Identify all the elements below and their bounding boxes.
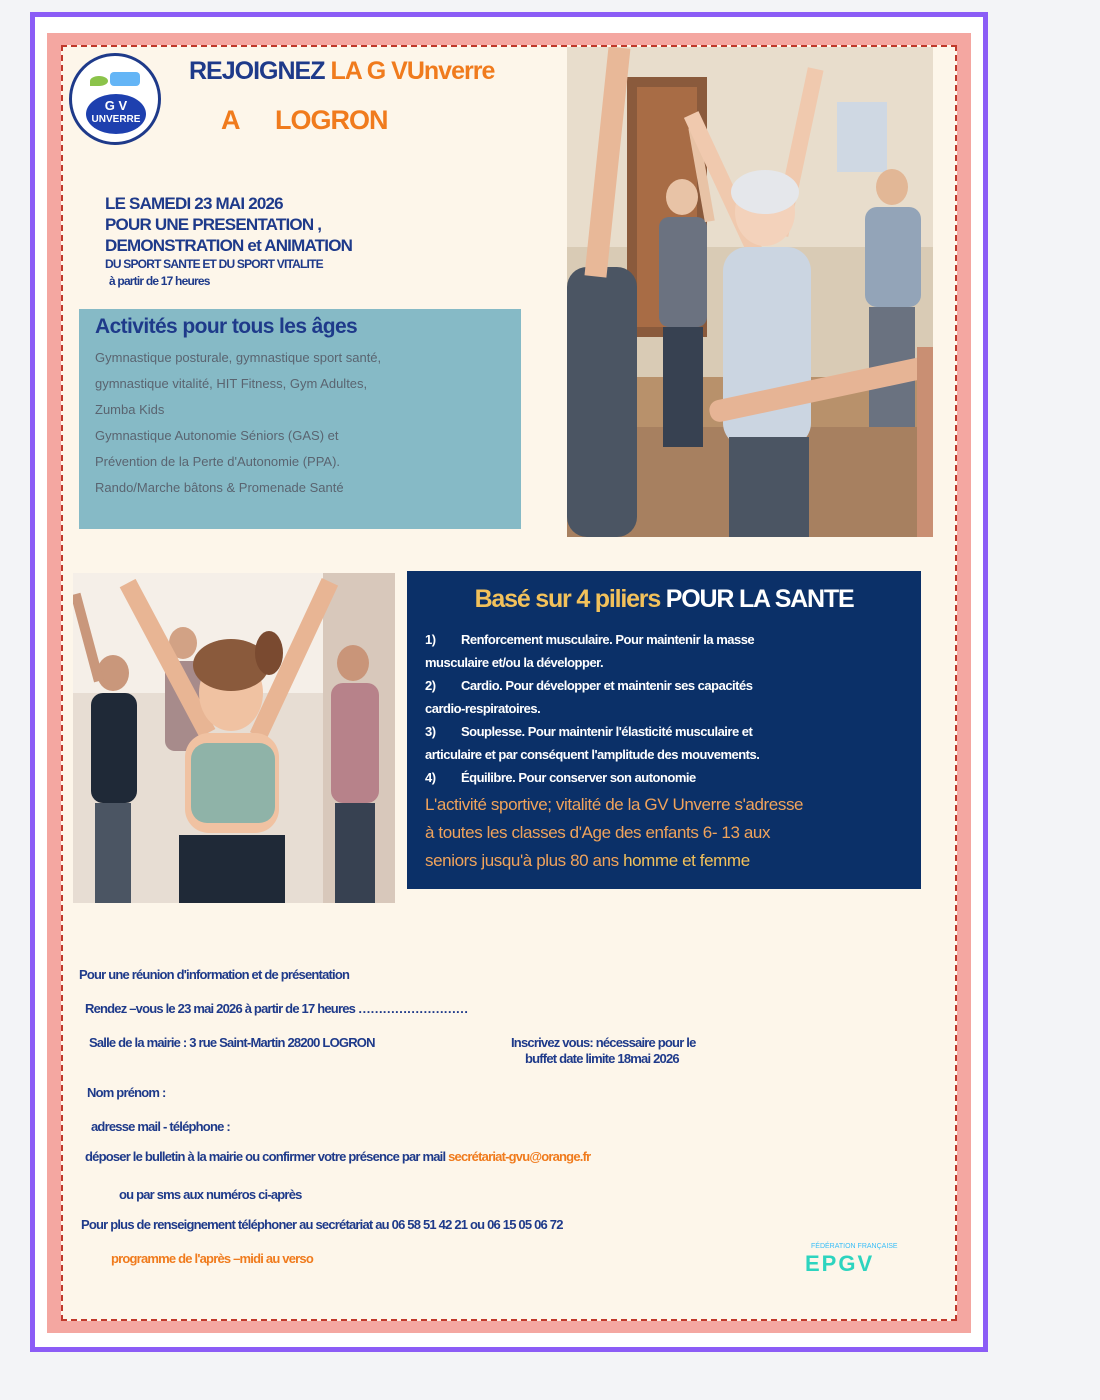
- activities-line: Zumba Kids: [95, 402, 165, 417]
- poster-outer-frame: [30, 12, 988, 1352]
- event-purpose-2: DEMONSTRATION et ANIMATION: [105, 236, 353, 255]
- event-date: LE SAMEDI 23 MAI 2026: [105, 194, 283, 213]
- activities-line: Rando/Marche bâtons & Promenade Santé: [95, 480, 344, 495]
- event-time: à partir de 17 heures: [109, 274, 210, 288]
- pillar-text-cont: articulaire et par conséquent l'amplitude des mouvements.: [425, 747, 760, 762]
- pillars-title-part1: Basé sur 4 piliers: [474, 585, 661, 613]
- pillars-title-part2: POUR LA SANTE: [665, 585, 854, 613]
- health-pillars-box: [407, 571, 921, 889]
- pillar-text: Équilibre. Pour conserver son autonomie: [461, 770, 696, 785]
- epgv-logo: [805, 1243, 901, 1279]
- logo-leaf-icon: [84, 68, 146, 92]
- activities-line: Prévention de la Perte d'Autonomie (PPA).: [95, 454, 341, 469]
- activities-box: [79, 309, 521, 529]
- headline-location-city: LOGRON: [275, 105, 388, 135]
- info-rendezvous: Rendez –vous le 23 mai 2026 à partir de 17 heures ………………………: [85, 1001, 468, 1016]
- headline-join-part2: LA G VUnverre: [330, 57, 495, 85]
- info-name-label: Nom prénom :: [87, 1085, 166, 1100]
- pillars-audience-note: [425, 791, 903, 875]
- activities-line: Gymnastique Autonomie Séniors (GAS) et: [95, 428, 339, 443]
- pillar-number: 3): [425, 724, 436, 739]
- secretariat-email: secrétariat-gvu@orange.fr: [448, 1149, 591, 1164]
- note-highlight: homme et femme: [623, 851, 750, 870]
- epgv-name: EPGV: [805, 1251, 875, 1276]
- seniors-exercise-photo: [567, 47, 933, 537]
- info-place: Salle de la mairie : 3 rue Saint-Martin 28200 LOGRON: [89, 1035, 375, 1050]
- pillar-number: 1): [425, 632, 436, 647]
- pillar-number: 4): [425, 770, 436, 785]
- event-purpose-3: DU SPORT SANTE ET DU SPORT VITALITE: [105, 257, 323, 271]
- logo-club-name: UNVERRE: [91, 114, 141, 125]
- pillars-title: [425, 585, 903, 614]
- pillar-text: Cardio. Pour développer et maintenir ses capacités: [461, 678, 753, 693]
- info-deposit: [85, 1149, 590, 1164]
- info-phone: Pour plus de renseignement téléphoner au secrétariat au 06 58 51 42 21 ou 06 15 05 06 72: [81, 1217, 563, 1232]
- note-line: seniors jusqu'à plus 80 ans: [425, 851, 619, 870]
- headline-location-a: A: [221, 105, 239, 135]
- info-meeting: Pour une réunion d'information et de présentation: [79, 967, 350, 982]
- event-purpose-1: POUR UNE PRESENTATION ,: [105, 215, 322, 234]
- headline-join-part1: REJOIGNEZ: [189, 57, 325, 85]
- info-contact-label: adresse mail - téléphone :: [91, 1119, 230, 1134]
- info-registration: [511, 1035, 696, 1067]
- pillar-text-cont: musculaire et/ou la développer.: [425, 655, 604, 670]
- activities-line: Gymnastique posturale, gymnastique sport santé,: [95, 350, 382, 365]
- pillar-text: Souplesse. Pour maintenir l'élasticité musculaire et: [461, 724, 753, 739]
- pillar-item: [425, 720, 903, 766]
- program-note: programme de l'après –midi au verso: [111, 1251, 313, 1266]
- activities-line: gymnastique vitalité, HIT Fitness, Gym Adultes,: [95, 376, 368, 391]
- note-line: à toutes les classes d'Age des enfants 6- 13 aux: [425, 823, 771, 842]
- pillar-text-cont: cardio-respiratoires.: [425, 701, 541, 716]
- deposit-text: déposer le bulletin à la mairie ou confirmer votre présence par mail: [85, 1149, 446, 1164]
- logo-badge: [86, 94, 146, 134]
- pillar-text: Renforcement musculaire. Pour maintenir la masse: [461, 632, 755, 647]
- poster-body: [61, 45, 957, 1321]
- pillar-number: 2): [425, 678, 436, 693]
- headline-join: [189, 57, 494, 86]
- registration-line: Inscrivez vous: nécessaire pour le: [511, 1035, 696, 1050]
- gv-unverre-logo: [69, 53, 161, 145]
- info-sms: ou par sms aux numéros ci-après: [119, 1187, 302, 1202]
- info-program: [111, 1251, 313, 1266]
- headline-location: [221, 105, 388, 136]
- pillar-item: [425, 766, 903, 789]
- activities-title: Activités pour tous les âges: [95, 315, 358, 338]
- epgv-federation: FÉDÉRATION FRANÇAISE: [811, 1243, 898, 1250]
- pillar-item: [425, 628, 903, 674]
- pillar-item: [425, 674, 903, 720]
- logo-letters: G V: [104, 98, 128, 113]
- event-details: [105, 193, 352, 290]
- registration-line: buffet date limite 18mai 2026: [525, 1051, 679, 1066]
- note-line: L'activité sportive; vitalité de la GV Unverre s'adresse: [425, 795, 804, 814]
- poster-pink-border: [47, 33, 971, 1333]
- zumba-dance-photo: [73, 573, 395, 903]
